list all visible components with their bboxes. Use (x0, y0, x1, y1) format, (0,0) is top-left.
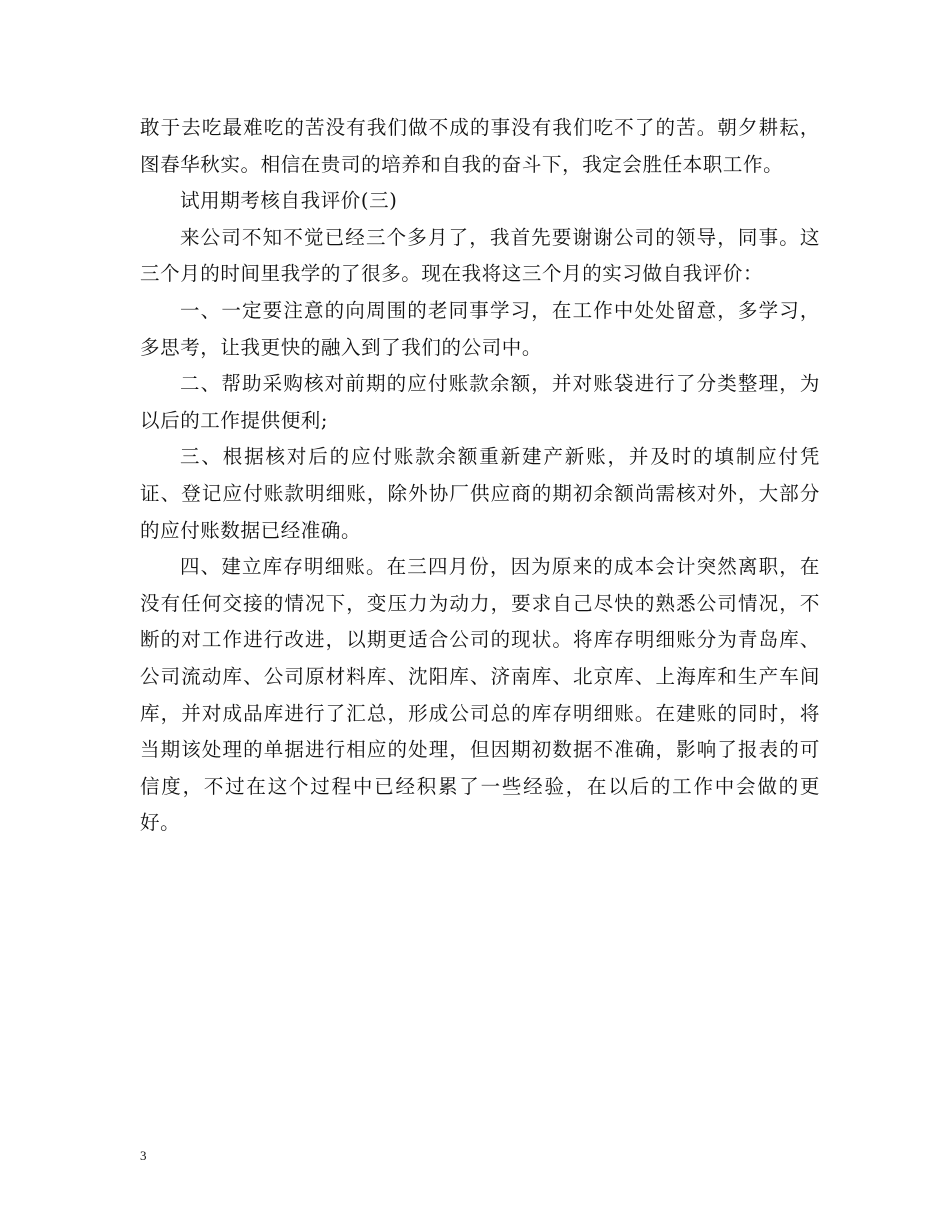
paragraph-item-2: 二、帮助采购核对前期的应付账款余额，并对账袋进行了分类整理，为以后的工作提供便利; (140, 372, 820, 432)
document-body (140, 110, 820, 842)
paragraph-intro: 来公司不知不觉已经三个多月了，我首先要谢谢公司的领导，同事。这三个月的时间里我学的了很多。现在我将这三个月的实习做自我评价： (140, 225, 820, 286)
page-number: 3 (140, 1148, 147, 1163)
section-heading: 试用期考核自我评价(三) (180, 189, 398, 213)
paragraph-item-3: 三、根据核对后的应付账款余额重新建产新账，并及时的填制应付凭证、登记应付账款明细账，除外协厂供应商的期初余额尚需核对外，大部分的应付账数据已经准确。 (140, 445, 820, 542)
paragraph-item-1: 一、一定要注意的向周围的老同事学习，在工作中处处留意，多学习，多思考，让我更快的融入到了我们的公司中。 (140, 298, 820, 359)
paragraph-item-4: 四、建立库存明细账。在三四月份，因为原来的成本会计突然离职，在没有任何交接的情况下，变压力为动力，要求自己尽快的熟悉公司情况，不断的对工作进行改进，以期更适合公司的现状。将库存明细账分为青岛库、公司流动库、公司原材料库、沈阳库、济南库、北京库、上海库和生产车间库，并对成品库进行了汇总，形成公司总的库存明细账。在建账的同时，将当期该处理的单据进行相应的处理，但因期初数据不准确，影响了报表的可信度，不过在这个过程中已经积累了一些经验，在以后的工作中会做的更好。 (140, 555, 820, 835)
paragraph-continuation: 敢于去吃最难吃的苦没有我们做不成的事没有我们吃不了的苦。朝夕耕耘，图春华秋实。相信在贵司的培养和自我的奋斗下，我定会胜任本职工作。 (140, 116, 820, 176)
